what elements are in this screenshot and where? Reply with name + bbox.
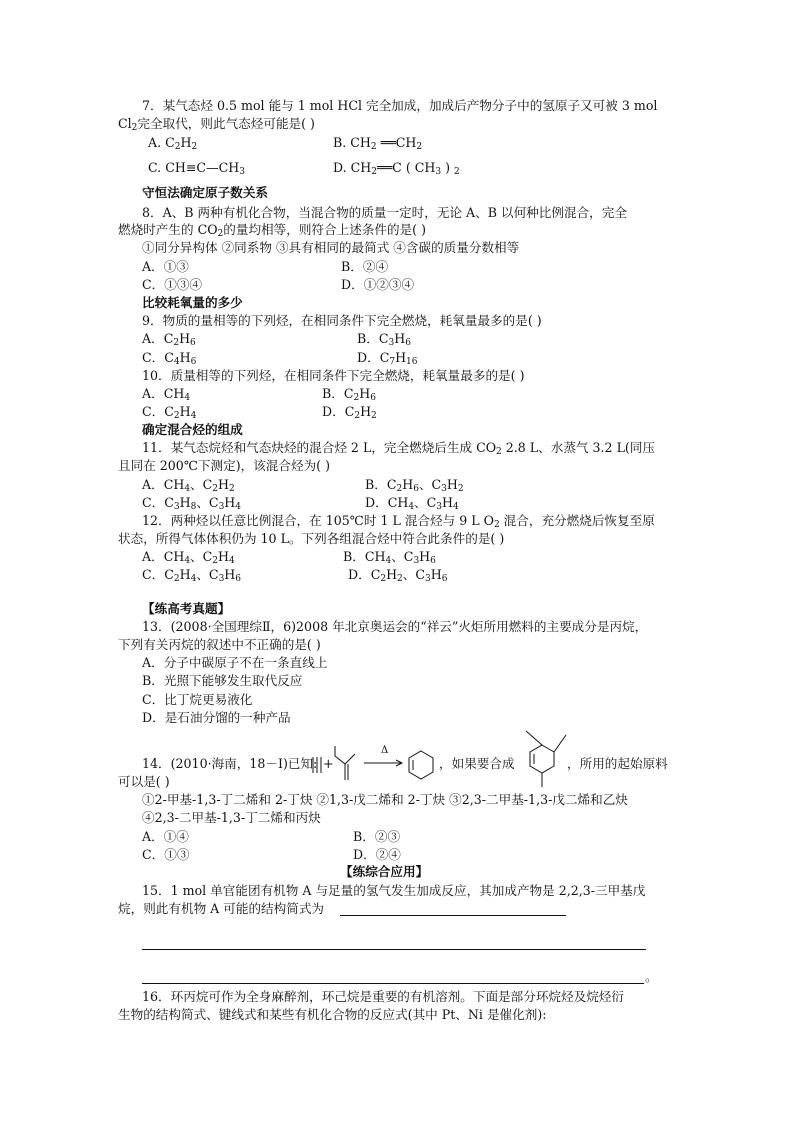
q9-stem: 9．物质的量相等的下列烃，在相同条件下完全燃烧，耗氧量最多的是( ) [142,313,542,328]
q7-option-d: D. $CH_2══C$ ( $CH_3$ ) $_2$ [333,160,460,177]
q13-option-c: C．比丁烷更易液化 [142,692,253,707]
q9-option-b: B．$C_3H_6$ [357,331,411,348]
q8-line1: 8．A、B 两种有机化合物，当混合物的质量一定时，无论 A、B 以何种比例混合，完全 [142,205,627,220]
q11-option-d: D．$CH_4$、$C_3H_4$ [365,495,459,512]
q14-line1-mid: ，如果要合成 [439,756,515,771]
section-heading-conservation: 守恒法确定原子数关系 [142,185,268,200]
q10-option-d: D．$C_2H_2$ [322,404,377,421]
cyclohexene-structure-icon [407,749,435,781]
q13-option-d: D．是石油分馏的一种产品 [142,710,291,725]
q9-option-d: D．$C_7H_{16}$ [357,350,418,367]
q14-line1-end: ，所用的起始原料 [567,756,668,771]
q10-stem: 10．质量相等的下列烃，在相同条件下完全燃烧，耗氧量最多的是( ) [142,368,525,383]
q7-option-a: A. $C_2H_2$ [148,135,198,152]
q9-option-c: C．$C_4H_6$ [142,350,197,367]
q9-option-a: A．$C_2H_6$ [142,331,196,348]
q16-line1: 16．环丙烷可作为全身麻醉剂，环己烷是重要的有机溶剂。下面是部分环烷烃及烷烃衍 [142,989,624,1004]
q15-answer-line-3 [142,983,644,984]
q15-line1: 15．1 mol 单官能团有机物 A 与足量的氢气发生加成反应，其加成产物是 2,2,3-三甲基戊 [142,883,646,898]
q12-option-b: B．$CH_4$、$C_3H_6$ [343,549,436,566]
q15-answer-line-1 [340,915,566,916]
q13-option-a: A．分子中碳原子不在一条直线上 [142,655,328,670]
target-dimethylcyclohexene-icon [522,727,570,791]
q7-line2: $Cl_2$完全取代，则此气态烃可能是( ) [118,116,315,133]
q16-line2: 生物的结构简式、键线式和某些有机化合物的反应式(其中 Pt、Ni 是催化剂): [118,1007,547,1022]
heat-delta-label: Δ [381,745,389,756]
reaction-arrow-icon [363,758,405,768]
q14-line2: 可以是( ) [118,774,170,789]
section-heading-gaokao: 【练高考真题】 [142,601,231,616]
section-heading-mixture: 确定混合烃的组成 [142,422,243,437]
q8-option-d: D．①②③④ [341,277,415,292]
q12-option-a: A．$CH_4$、$C_2H_4$ [142,549,235,566]
q11-option-b: B．$C_2H_6$、$C_3H_2$ [365,477,464,494]
q10-option-c: C．$C_2H_4$ [142,404,197,421]
section-heading-apply: 【练综合应用】 [340,864,429,879]
q14-choices-line1: ①2-甲基-1,3-丁二烯和 2-丁炔 ②1,3-戊二烯和 2-丁炔 ③2,3-二甲基-1,3-戊二烯和乙炔 [142,792,628,807]
q14-option-b: B．②③ [353,829,401,844]
q7-option-c: C. $CH\equiv C—CH_3$ [148,160,245,177]
q14-option-c: C．①③ [142,847,190,862]
section-heading-oxygen: 比较耗氧量的多少 [142,295,243,310]
plus-sign: + [323,756,334,771]
q12-option-d: D．$C_2H_2$、$C_3H_6$ [348,567,448,584]
q14-choices-line2: ④2,3-二甲基-1,3-丁二烯和丙炔 [142,810,321,825]
q7-option-b: B. $CH_2$ $══CH_2$ [333,135,423,152]
q14-line1-text: 14．(2010·海南，18－Ⅰ)已知: [142,756,318,771]
q11-option-c: C．$C_3H_8$、$C_3H_4$ [142,495,242,512]
q15-answer-line-2 [142,949,646,950]
q12-option-c: C．$C_2H_4$、$C_3H_6$ [142,567,242,584]
q15-period: 。 [645,969,658,984]
q8-option-c: C．①③④ [142,277,203,292]
q15-line2: 烷，则此有机物 A 可能的结构简式为 [118,901,325,916]
q7-line1: 7．某气态烃 0.5 mol 能与 1 mol HCl 完全加成，加成后产物分子中的氢原子又可被 3 mol [142,98,658,113]
q8-option-a: A．①③ [142,259,189,274]
q11-line2: 且同在 200℃下测定)，该混合烃为( ) [118,458,330,473]
q11-line1: 11．某气态烷烃和气态炔烃的混合烃 2 L，完全燃烧后生成 $CO_2$ 2.8 L、水蒸气 3.2 L(同压 [142,440,656,457]
butadiene-structure-icon [331,742,357,782]
q8-conditions: ①同分异构体 ②同系物 ③具有相同的最简式 ④含碳的质量分数相等 [142,240,520,255]
q14-option-d: D．②④ [353,847,401,862]
q12-line1: 12．两种烃以任意比例混合，在 105℃时 1 L 混合烃与 9 L $O_2$ 混合，充分燃烧后恢复至原 [142,513,655,530]
q11-option-a: A．$CH_4$、$C_2H_2$ [142,477,235,494]
q12-line2: 状态，所得气体体积仍为 10 L。下列各组混合烃中符合此条件的是( ) [118,531,505,546]
q13-line1: 13．(2008·全国理综Ⅱ，6)2008 年北京奥运会的“祥云”火炬所用燃料的主要成分是丙烷， [142,619,648,634]
alkyne-structure-icon [311,755,323,775]
q10-option-b: B．$C_2H_6$ [322,386,376,403]
q13-line2: 下列有关丙烷的叙述中不正确的是( ) [118,637,321,652]
q10-option-a: A．$CH_4$ [142,386,191,403]
q8-line2: 燃烧时产生的 $CO_2$的量均相等，则符合上述条件的是( ) [118,222,427,239]
q13-option-b: B．光照下能够发生取代反应 [142,673,303,688]
q14-option-a: A．①④ [142,829,189,844]
q8-option-b: B．②④ [341,259,389,274]
